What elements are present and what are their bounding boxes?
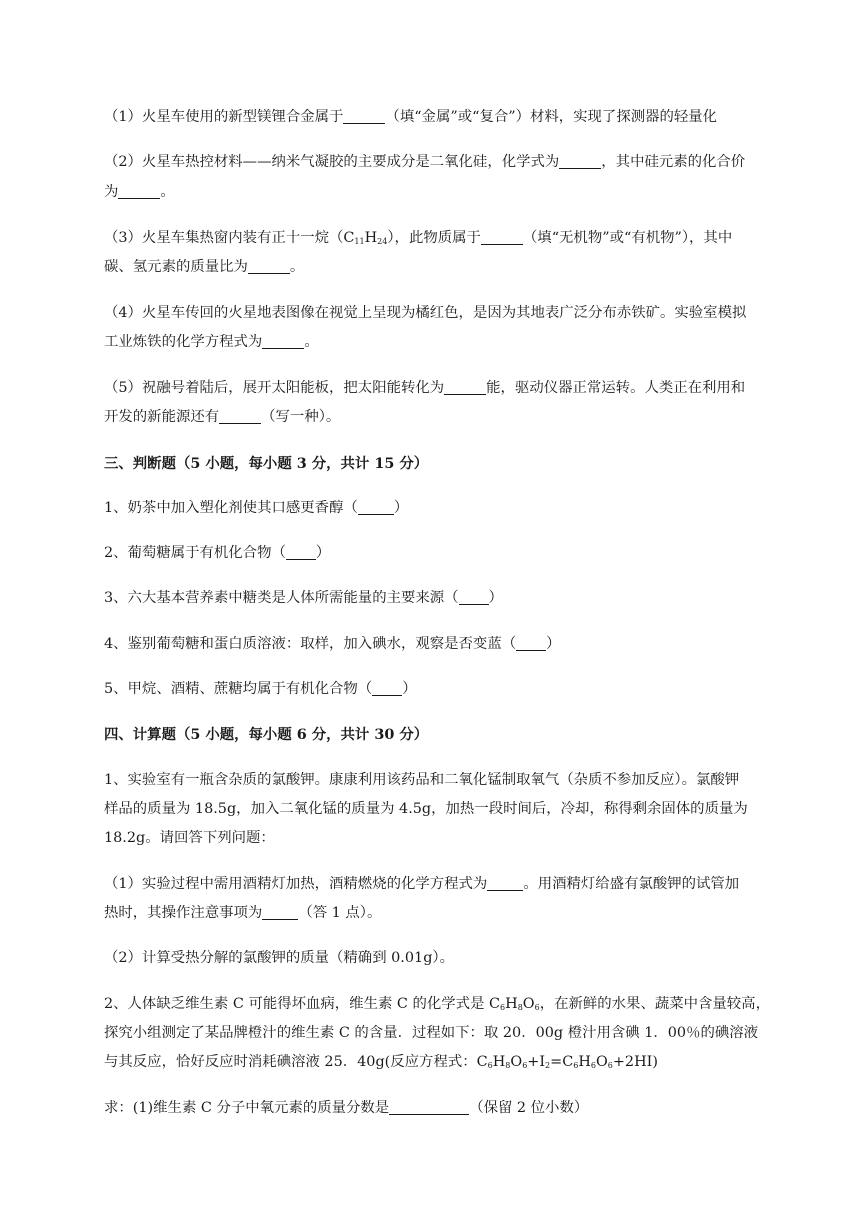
- q3-text: （3）火星车集热窗内装有正十一烷（C: [104, 230, 355, 246]
- calc-1-line-2: 样品的质量为 18.5g，加入二氧化锰的质量为 4.5g，加热一段时间后，冷却，称得剩余固体的质量为: [104, 801, 748, 817]
- calc-text-end: ，在新鲜的水果、蔬菜中含量较高，: [539, 996, 770, 1012]
- calc-1-line-3: 18.2g。请回答下列问题：: [104, 830, 275, 846]
- q3-text-cont: 碳、氢元素的质量比为: [104, 259, 248, 275]
- calc-text: 与其反应，恰好反应时消耗碘溶液 25．40g(反应方程式：C: [104, 1054, 488, 1070]
- q2-text-cont: 为: [104, 184, 119, 200]
- answer-blank[interactable]: [372, 681, 402, 696]
- subscript: 24: [377, 237, 388, 246]
- q2-line-2: [104, 178, 804, 207]
- judge-item-1: [104, 494, 804, 523]
- q4-text-cont: 工业炼铁的化学方程式为: [104, 334, 263, 350]
- q1-text-end: （填“金属”或“复合”）材料，实现了探测器的轻量化: [385, 109, 718, 125]
- answer-blank[interactable]: [444, 380, 486, 395]
- judge-item-2: [104, 539, 804, 568]
- subscript: 6: [590, 1061, 596, 1070]
- calc-2-line-3: [104, 1048, 804, 1077]
- q2-text-end: 。: [160, 184, 175, 200]
- answer-blank[interactable]: [118, 184, 160, 199]
- calc-text: 2、人体缺乏维生素 C 可能得坏血病，维生素 C 的化学式是 C: [104, 996, 501, 1012]
- judge-item-text: 4、鉴别葡萄糖和蛋白质溶液：取样，加入碘水，观察是否变蓝（: [104, 636, 517, 652]
- judge-item-end: ）: [315, 545, 331, 561]
- q3-text-end: 。: [289, 259, 305, 275]
- q4-text-end: 。: [304, 334, 319, 350]
- q5-text-mid: 能，驱动仪器正常运转。人类正在利用和: [486, 380, 746, 396]
- calc-text-mid: 。用酒精灯给盛有氯酸钾的试管加: [523, 876, 740, 892]
- answer-blank[interactable]: [358, 500, 394, 515]
- q1-text: （1）火星车使用的新型镁锂合金属于: [104, 109, 344, 125]
- subscript: 2: [545, 1061, 551, 1070]
- calc-text-end: （答 1 点）。: [298, 905, 382, 921]
- q1-line: [104, 103, 804, 132]
- judge-item-4: [104, 630, 804, 659]
- calc-text-end: （保留 2 位小数）: [469, 1100, 589, 1116]
- calc-text: （1）实验过程中需用酒精灯加热，酒精燃烧的化学方程式为: [104, 876, 488, 892]
- q4-text: （4）火星车传回的火星地表图像在视觉上呈现为橘红色，是因为其地表广泛分布赤铁矿。实验室模拟: [104, 305, 747, 321]
- q5-line-2: [104, 403, 804, 432]
- q3-line-2: [104, 253, 804, 282]
- subscript: 8: [505, 1061, 511, 1070]
- subscript: 11: [354, 237, 365, 246]
- section-4-heading: 四、计算题（5 小题，每小题 6 分，共计 30 分）: [104, 726, 429, 743]
- judge-item-3: [104, 584, 804, 613]
- q4-line-2: [104, 328, 804, 357]
- answer-blank[interactable]: [559, 154, 601, 169]
- answer-blank[interactable]: [487, 876, 523, 891]
- q5-text-cont: 开发的新能源还有: [104, 409, 220, 425]
- formula-part: O: [522, 996, 535, 1012]
- answer-blank[interactable]: [262, 334, 304, 349]
- calc-1-sub1-line-2: [104, 899, 804, 928]
- answer-blank[interactable]: [459, 590, 489, 605]
- answer-blank[interactable]: [219, 409, 261, 424]
- formula-part: O: [595, 1054, 608, 1070]
- formula-part: H: [492, 1054, 506, 1070]
- judge-item-text: 3、六大基本营养素中糖类是人体所需能量的主要来源（: [104, 590, 459, 606]
- q2-text: （2）火星车热控材料——纳米气凝胶的主要成分是二氧化硅，化学式为: [104, 154, 560, 170]
- subscript: 8: [517, 1003, 523, 1012]
- subscript: 6: [522, 1061, 528, 1070]
- subscript: 6: [487, 1061, 493, 1070]
- q4-line-1: [104, 299, 804, 328]
- answer-blank[interactable]: [248, 259, 290, 274]
- answer-blank[interactable]: [389, 1100, 469, 1115]
- judge-item-5: [104, 675, 804, 704]
- answer-blank[interactable]: [262, 905, 298, 920]
- q3-text-mid: ），此物质属于: [387, 230, 481, 246]
- subscript: 6: [607, 1061, 613, 1070]
- answer-blank[interactable]: [286, 545, 316, 560]
- calc-1-sub2: （2）计算受热分解的氯酸钾的质量（精确到 0.01g）。: [104, 950, 454, 966]
- judge-item-end: ）: [546, 636, 561, 652]
- subscript: 6: [500, 1003, 506, 1012]
- subscript: 6: [573, 1061, 579, 1070]
- judge-item-text: 5、甲烷、酒精、蔗糖均属于有机化合物（: [104, 681, 373, 697]
- formula-part: H: [578, 1054, 591, 1070]
- judge-item-end: ）: [402, 681, 417, 697]
- answer-blank[interactable]: [343, 109, 385, 124]
- q5-text: （5）祝融号着陆后，展开太阳能板，把太阳能转化为: [104, 380, 445, 396]
- formula-part: H: [505, 996, 518, 1012]
- calc-2-question-1: [104, 1094, 804, 1123]
- calc-2-line-1: [104, 990, 804, 1019]
- judge-item-text: 1、奶茶中加入塑化剂使其口感更香醇（: [104, 500, 358, 516]
- q3-text-mid2: （填“无机物”或“有机物”），其中: [522, 230, 733, 246]
- formula-part: =C: [550, 1054, 574, 1070]
- judge-item-text: 2、葡萄糖属于有机化合物（: [104, 545, 286, 561]
- q5-text-end: （写一种）。: [261, 409, 341, 425]
- formula-part: O: [510, 1054, 523, 1070]
- formula-part: +I: [527, 1054, 546, 1070]
- judge-item-end: ）: [393, 500, 409, 516]
- section-3-heading: 三、判断题（5 小题，每小题 3 分，共计 15 分）: [104, 455, 429, 472]
- q2-line-1: [104, 148, 804, 177]
- q3-line-1: [104, 224, 804, 253]
- subscript: 6: [534, 1003, 540, 1012]
- calc-text-cont: 热时，其操作注意事项为: [104, 905, 263, 921]
- judge-item-end: ）: [488, 590, 503, 606]
- calc-1-sub1-line-1: [104, 870, 804, 899]
- calc-text: 求：(1)维生素 C 分子中氧元素的质量分数是: [104, 1100, 390, 1116]
- answer-blank[interactable]: [516, 636, 546, 651]
- calc-2-line-2: 探究小组测定了某品牌橙汁的维生素 C 的含量．过程如下：取 20．00g 橙汁用含碘 1．00％的碘溶液: [104, 1025, 759, 1041]
- calc-1-line-1: 1、实验室有一瓶含杂质的氯酸钾。康康利用该药品和二氧化锰制取氧气（杂质不参加反应）。氯酸钾: [104, 772, 740, 788]
- q3-formula: H: [364, 230, 378, 246]
- calc-text-end: +2HI): [612, 1054, 658, 1070]
- answer-blank[interactable]: [481, 230, 523, 245]
- q2-text-mid: ，其中硅元素的化合价: [601, 154, 746, 170]
- q5-line-1: [104, 374, 804, 403]
